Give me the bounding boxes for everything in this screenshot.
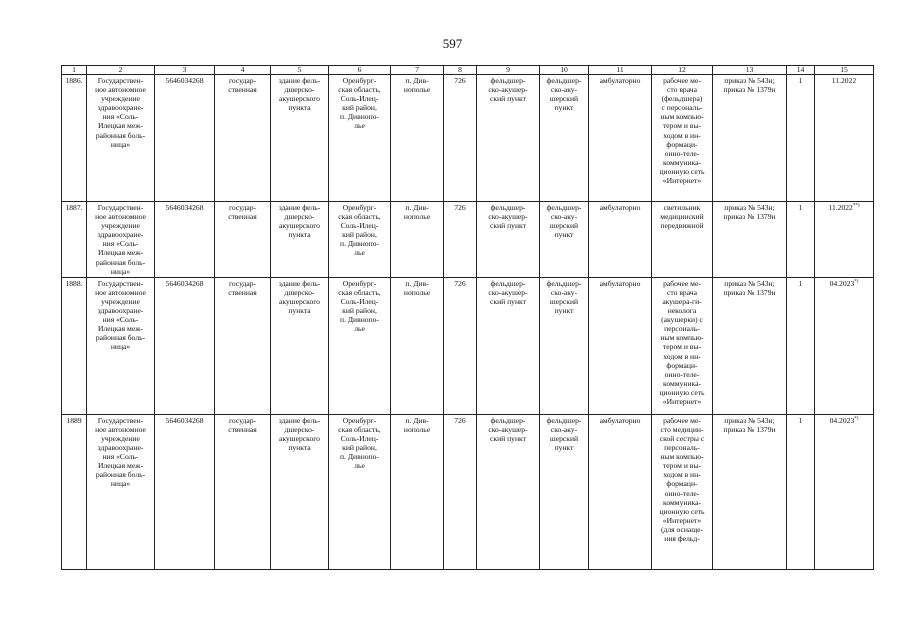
- population: 726: [454, 278, 466, 288]
- subdivision: фельдшер- ско-аку- шерский пункт: [546, 76, 582, 113]
- equipment: рабочее ме- сто медицин- ской сестры с персональ- ным компью- тером и вы- ходом в ин- формаци- онно-теле- коммуника- ционную сеть «Интернет» (для оснаще- ния фельд-: [659, 415, 705, 543]
- care-form: амбулаторно: [599, 278, 641, 288]
- population: 726: [454, 76, 466, 85]
- inn: 5646034268: [165, 76, 204, 85]
- subdivision: фельдшер- ско-аку- шерский пункт: [546, 415, 582, 453]
- date: 04.2023: [829, 278, 855, 288]
- order-reference: приказ № 543н; приказ № 1379н: [723, 76, 776, 95]
- column-number: 9: [477, 66, 540, 75]
- facility-type: фельдшер- ско-акушер- ский пункт: [488, 203, 528, 231]
- column-number: 7: [391, 66, 444, 75]
- settlement: п. Див- нополье: [403, 278, 431, 297]
- table-row: [62, 414, 874, 569]
- population: 726: [454, 203, 466, 212]
- equipment: рабочее ме- сто врача акушера-ги- неколога (акушерки) с персональ- ным компью- тером и вы- ходом в ин- формаци- онно-теле- коммуника- ционную сеть «Интернет»: [659, 278, 705, 406]
- row-number: 1889: [66, 415, 82, 425]
- table-row: [62, 75, 874, 202]
- care-form: амбулаторно: [599, 415, 641, 425]
- facility-type: фельдшер- ско-акушер- ский пункт: [488, 278, 528, 306]
- column-number: 13: [713, 66, 787, 75]
- column-number: 12: [652, 66, 713, 75]
- table-row: [62, 277, 874, 414]
- organization-name: Государствен- ное автономное учреждение здравоохране- ния «Соль- Илецкая меж- районная боль- ница»: [95, 278, 146, 352]
- facility-type: фельдшер- ско-акушер- ский пункт: [488, 76, 528, 104]
- row-number: 1888.: [65, 278, 83, 288]
- footnote-mark: **): [852, 203, 860, 209]
- column-number: 15: [815, 66, 874, 75]
- care-form: амбулаторно: [599, 76, 641, 85]
- row-number: 1886.: [65, 76, 83, 85]
- page-number: 597: [442, 36, 463, 51]
- inn: 5646034268: [165, 415, 204, 425]
- equipment: светильник медицинский передвижной: [660, 203, 704, 231]
- column-number: 1: [62, 66, 87, 75]
- order-reference: приказ № 543н; приказ № 1379н: [723, 415, 776, 434]
- footnote-mark: *): [854, 279, 859, 285]
- order-reference: приказ № 543н; приказ № 1379н: [723, 203, 776, 222]
- building: здание фель- дшерско- акушерского пункта: [278, 415, 321, 453]
- building: здание фель- дшерско- акушерского пункта: [278, 76, 321, 113]
- address: Оренбург- ская область, Соль-Илец- кий район, п. Дивнопо- лье: [338, 203, 381, 258]
- date: 11.2022: [831, 76, 857, 85]
- data-table: [61, 65, 874, 570]
- ownership: государ- ственная: [228, 76, 257, 95]
- table-row: [62, 202, 874, 278]
- quantity: 1: [798, 278, 803, 288]
- facility-type: фельдшер- ско-акушер- ский пункт: [488, 415, 528, 443]
- column-number: 11: [589, 66, 652, 75]
- organization-name: Государствен- ное автономное учреждение здравоохране- ния «Соль- Илецкая меж- районная боль- ница»: [95, 76, 146, 149]
- organization-name: Государствен- ное автономное учреждение здравоохране- ния «Соль- Илецкая меж- районная боль- ница»: [95, 415, 146, 489]
- building: здание фель- дшерско- акушерского пункта: [278, 278, 321, 316]
- address: Оренбург- ская область, Соль-Илец- кий район, п. Дивнопо- лье: [338, 76, 381, 131]
- column-number: 5: [271, 66, 329, 75]
- footnote-mark: *): [854, 416, 859, 422]
- row-number: 1887.: [65, 203, 83, 212]
- equipment: рабочее ме- сто врача (фельдшера) с персональ- ным компью- тером и вы- ходом в ин- формаци- онно-теле- коммуника- ционную сеть «Интернет»: [659, 76, 705, 186]
- subdivision: фельдшер- ско-аку- шерский пункт: [546, 203, 582, 240]
- organization-name: Государствен- ное автономное учреждение здравоохране- ния «Соль- Илецкая меж- районная боль- ница»: [95, 203, 146, 276]
- ownership: государ- ственная: [228, 415, 257, 434]
- quantity: 1: [798, 415, 803, 425]
- care-form: амбулаторно: [599, 203, 641, 212]
- column-number-row: [62, 66, 874, 75]
- quantity: 1: [798, 203, 803, 212]
- column-number: 10: [540, 66, 589, 75]
- column-number: 2: [87, 66, 155, 75]
- column-number: 6: [329, 66, 391, 75]
- column-number: 4: [215, 66, 271, 75]
- column-number: 3: [155, 66, 215, 75]
- inn: 5646034268: [165, 278, 204, 288]
- date: 04.2023: [829, 415, 855, 425]
- settlement: п. Див- нополье: [403, 203, 431, 222]
- order-reference: приказ № 543н; приказ № 1379н: [723, 278, 776, 297]
- address: Оренбург- ская область, Соль-Илец- кий район, п. Дивнопо- лье: [338, 278, 381, 334]
- building: здание фель- дшерско- акушерского пункта: [278, 203, 321, 240]
- quantity: 1: [798, 76, 803, 85]
- ownership: государ- ственная: [228, 278, 257, 297]
- column-number: 8: [444, 66, 477, 75]
- column-number: 14: [787, 66, 815, 75]
- settlement: п. Див- нополье: [403, 76, 431, 95]
- ownership: государ- ственная: [228, 203, 257, 222]
- date: 11.2022: [828, 203, 853, 212]
- address: Оренбург- ская область, Соль-Илец- кий район, п. Дивнопо- лье: [338, 415, 381, 471]
- population: 726: [454, 415, 466, 425]
- inn: 5646034268: [165, 203, 204, 212]
- subdivision: фельдшер- ско-аку- шерский пункт: [546, 278, 582, 316]
- settlement: п. Див- нополье: [403, 415, 431, 434]
